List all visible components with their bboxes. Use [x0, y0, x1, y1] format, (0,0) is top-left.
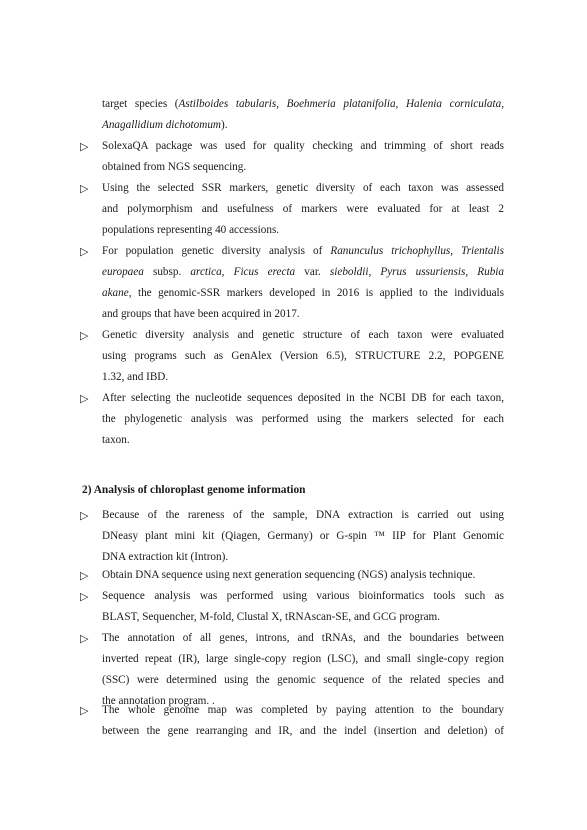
text-run: Because of the rareness of the sample, DNA extraction is carried out using	[102, 509, 504, 521]
text-run: and groups that have been acquired in 2017.	[102, 308, 300, 320]
text-line	[102, 325, 504, 346]
text-run: Using the selected SSR markers, genetic diversity of each taxon was assessed	[102, 182, 504, 194]
text-line	[102, 178, 504, 199]
bullet-triangle-icon: ▷	[80, 140, 89, 153]
text-run: 1.32, and IBD.	[102, 371, 169, 383]
bullet-triangle-icon: ▷	[80, 245, 89, 258]
text-run: and polymorphism and usefulness of markers were evaluated for at least 2	[102, 203, 504, 215]
text-line	[102, 115, 504, 136]
text-run: Obtain DNA sequence using next generation sequencing (NGS) analysis technique.	[102, 569, 476, 581]
text-line	[102, 220, 504, 241]
text-line	[102, 670, 504, 691]
paragraph-text	[102, 136, 504, 178]
text-line	[102, 157, 504, 178]
paragraph-p4	[80, 325, 504, 388]
text-line	[102, 136, 504, 157]
text-line	[102, 565, 504, 586]
text-run: After selecting the nucleotide sequences deposited in the NCBI DB for each taxon,	[102, 392, 504, 404]
text-line	[102, 94, 504, 115]
paragraph-text	[102, 700, 504, 742]
text-run: using programs such as GenAlex (Version 6.5), STRUCTURE 2.2, POPGENE	[102, 350, 504, 362]
text-run: For population genetic diversity analysis of	[102, 245, 331, 257]
italic-species-name: Anagallidium dichotomum	[102, 119, 222, 131]
text-run: The annotation of all genes, introns, and tRNAs, and the boundaries between	[102, 632, 504, 644]
text-line	[102, 505, 504, 526]
bullet-triangle-icon: ▷	[80, 509, 89, 522]
bullet-triangle-icon: ▷	[80, 590, 89, 603]
paragraph-text	[102, 565, 504, 586]
paragraph-p10	[80, 700, 504, 742]
text-line	[102, 607, 504, 628]
text-line	[102, 586, 504, 607]
italic-species-name: Astilboides tabularis, Boehmeria platanifolia, Halenia corniculata,	[178, 98, 504, 110]
paragraph-p0	[86, 94, 504, 136]
text-line	[102, 430, 504, 451]
text-line	[102, 304, 504, 325]
text-run: inverted repeat (IR), large single-copy region (LSC), and small single-copy region	[102, 653, 504, 665]
text-run: taxon.	[102, 434, 130, 446]
section-heading: 2) Analysis of chloroplast genome information	[82, 484, 306, 496]
text-line	[102, 700, 504, 721]
text-line	[102, 346, 504, 367]
text-run: The whole genome map was completed by paying attention to the boundary	[102, 704, 504, 716]
bullet-triangle-icon: ▷	[80, 569, 89, 582]
paragraph-text	[102, 586, 504, 628]
text-run: SolexaQA package was used for quality checking and trimming of short reads	[102, 140, 504, 152]
bullet-triangle-icon: ▷	[80, 704, 89, 717]
text-run: BLAST, Sequencher, M-fold, Clustal X, tRNAscan-SE, and GCG program.	[102, 611, 441, 623]
text-run: target species (	[102, 98, 179, 110]
text-run: var.	[295, 266, 330, 278]
text-run: between the gene rearranging and IR, and the indel (insertion and deletion) of	[102, 725, 504, 737]
bullet-triangle-icon: ▷	[80, 329, 89, 342]
text-run: populations representing 40 accessions.	[102, 224, 280, 236]
text-run: obtained from NGS sequencing.	[102, 161, 247, 173]
bullet-triangle-icon: ▷	[80, 182, 89, 195]
paragraph-text	[102, 388, 504, 451]
text-run: DNeasy plant mini kit (Qiagen, Germany) or G-spin ™ IIP for Plant Genomic	[102, 530, 504, 542]
text-line	[102, 628, 504, 649]
paragraph-text	[102, 505, 504, 568]
text-line	[102, 262, 504, 283]
text-line	[102, 241, 504, 262]
text-run: Sequence analysis was performed using various bioinformatics tools such as	[102, 590, 504, 602]
text-run: ).	[221, 119, 228, 131]
text-run: the annotation program. .	[102, 695, 215, 707]
text-line	[102, 283, 504, 304]
text-run: Genetic diversity analysis and genetic structure of each taxon were evaluated	[102, 329, 504, 341]
italic-species-name: Ranunculus trichophyllus, Trientalis	[330, 245, 504, 257]
text-line	[102, 367, 504, 388]
text-run: the phylogenetic analysis was performed using the markers selected for each	[102, 413, 504, 425]
paragraph-p7	[80, 565, 504, 586]
text-line	[102, 721, 504, 742]
paragraph-p5	[80, 388, 504, 451]
italic-species-name: arctica, Ficus erecta	[190, 266, 296, 278]
paragraph-p2	[80, 178, 504, 241]
text-line	[102, 526, 504, 547]
paragraph-text	[102, 178, 504, 241]
paragraph-p8	[80, 586, 504, 628]
text-line	[102, 409, 504, 430]
paragraph-text	[102, 241, 504, 325]
text-run: DNA extraction kit (Intron).	[102, 551, 229, 563]
paragraph-p6	[80, 505, 504, 568]
text-run: (SSC) were determined using the genomic sequence of the related species and	[102, 674, 504, 686]
paragraph-p3	[80, 241, 505, 325]
bullet-triangle-icon: ▷	[80, 392, 89, 405]
text-run: subsp.	[143, 266, 191, 278]
italic-species-name: akane,	[102, 287, 132, 299]
paragraph-p1	[80, 136, 504, 178]
italic-species-name: europaea	[102, 266, 144, 278]
text-line	[102, 199, 504, 220]
bullet-triangle-icon: ▷	[80, 632, 89, 645]
text-line	[102, 649, 504, 670]
text-line	[102, 388, 504, 409]
italic-species-name: sieboldii, Pyrus ussuriensis, Rubia	[329, 266, 505, 278]
text-run: the genomic-SSR markers developed in 2016 is applied to the individuals	[131, 287, 504, 299]
paragraph-text	[102, 94, 504, 136]
paragraph-text	[102, 325, 504, 388]
